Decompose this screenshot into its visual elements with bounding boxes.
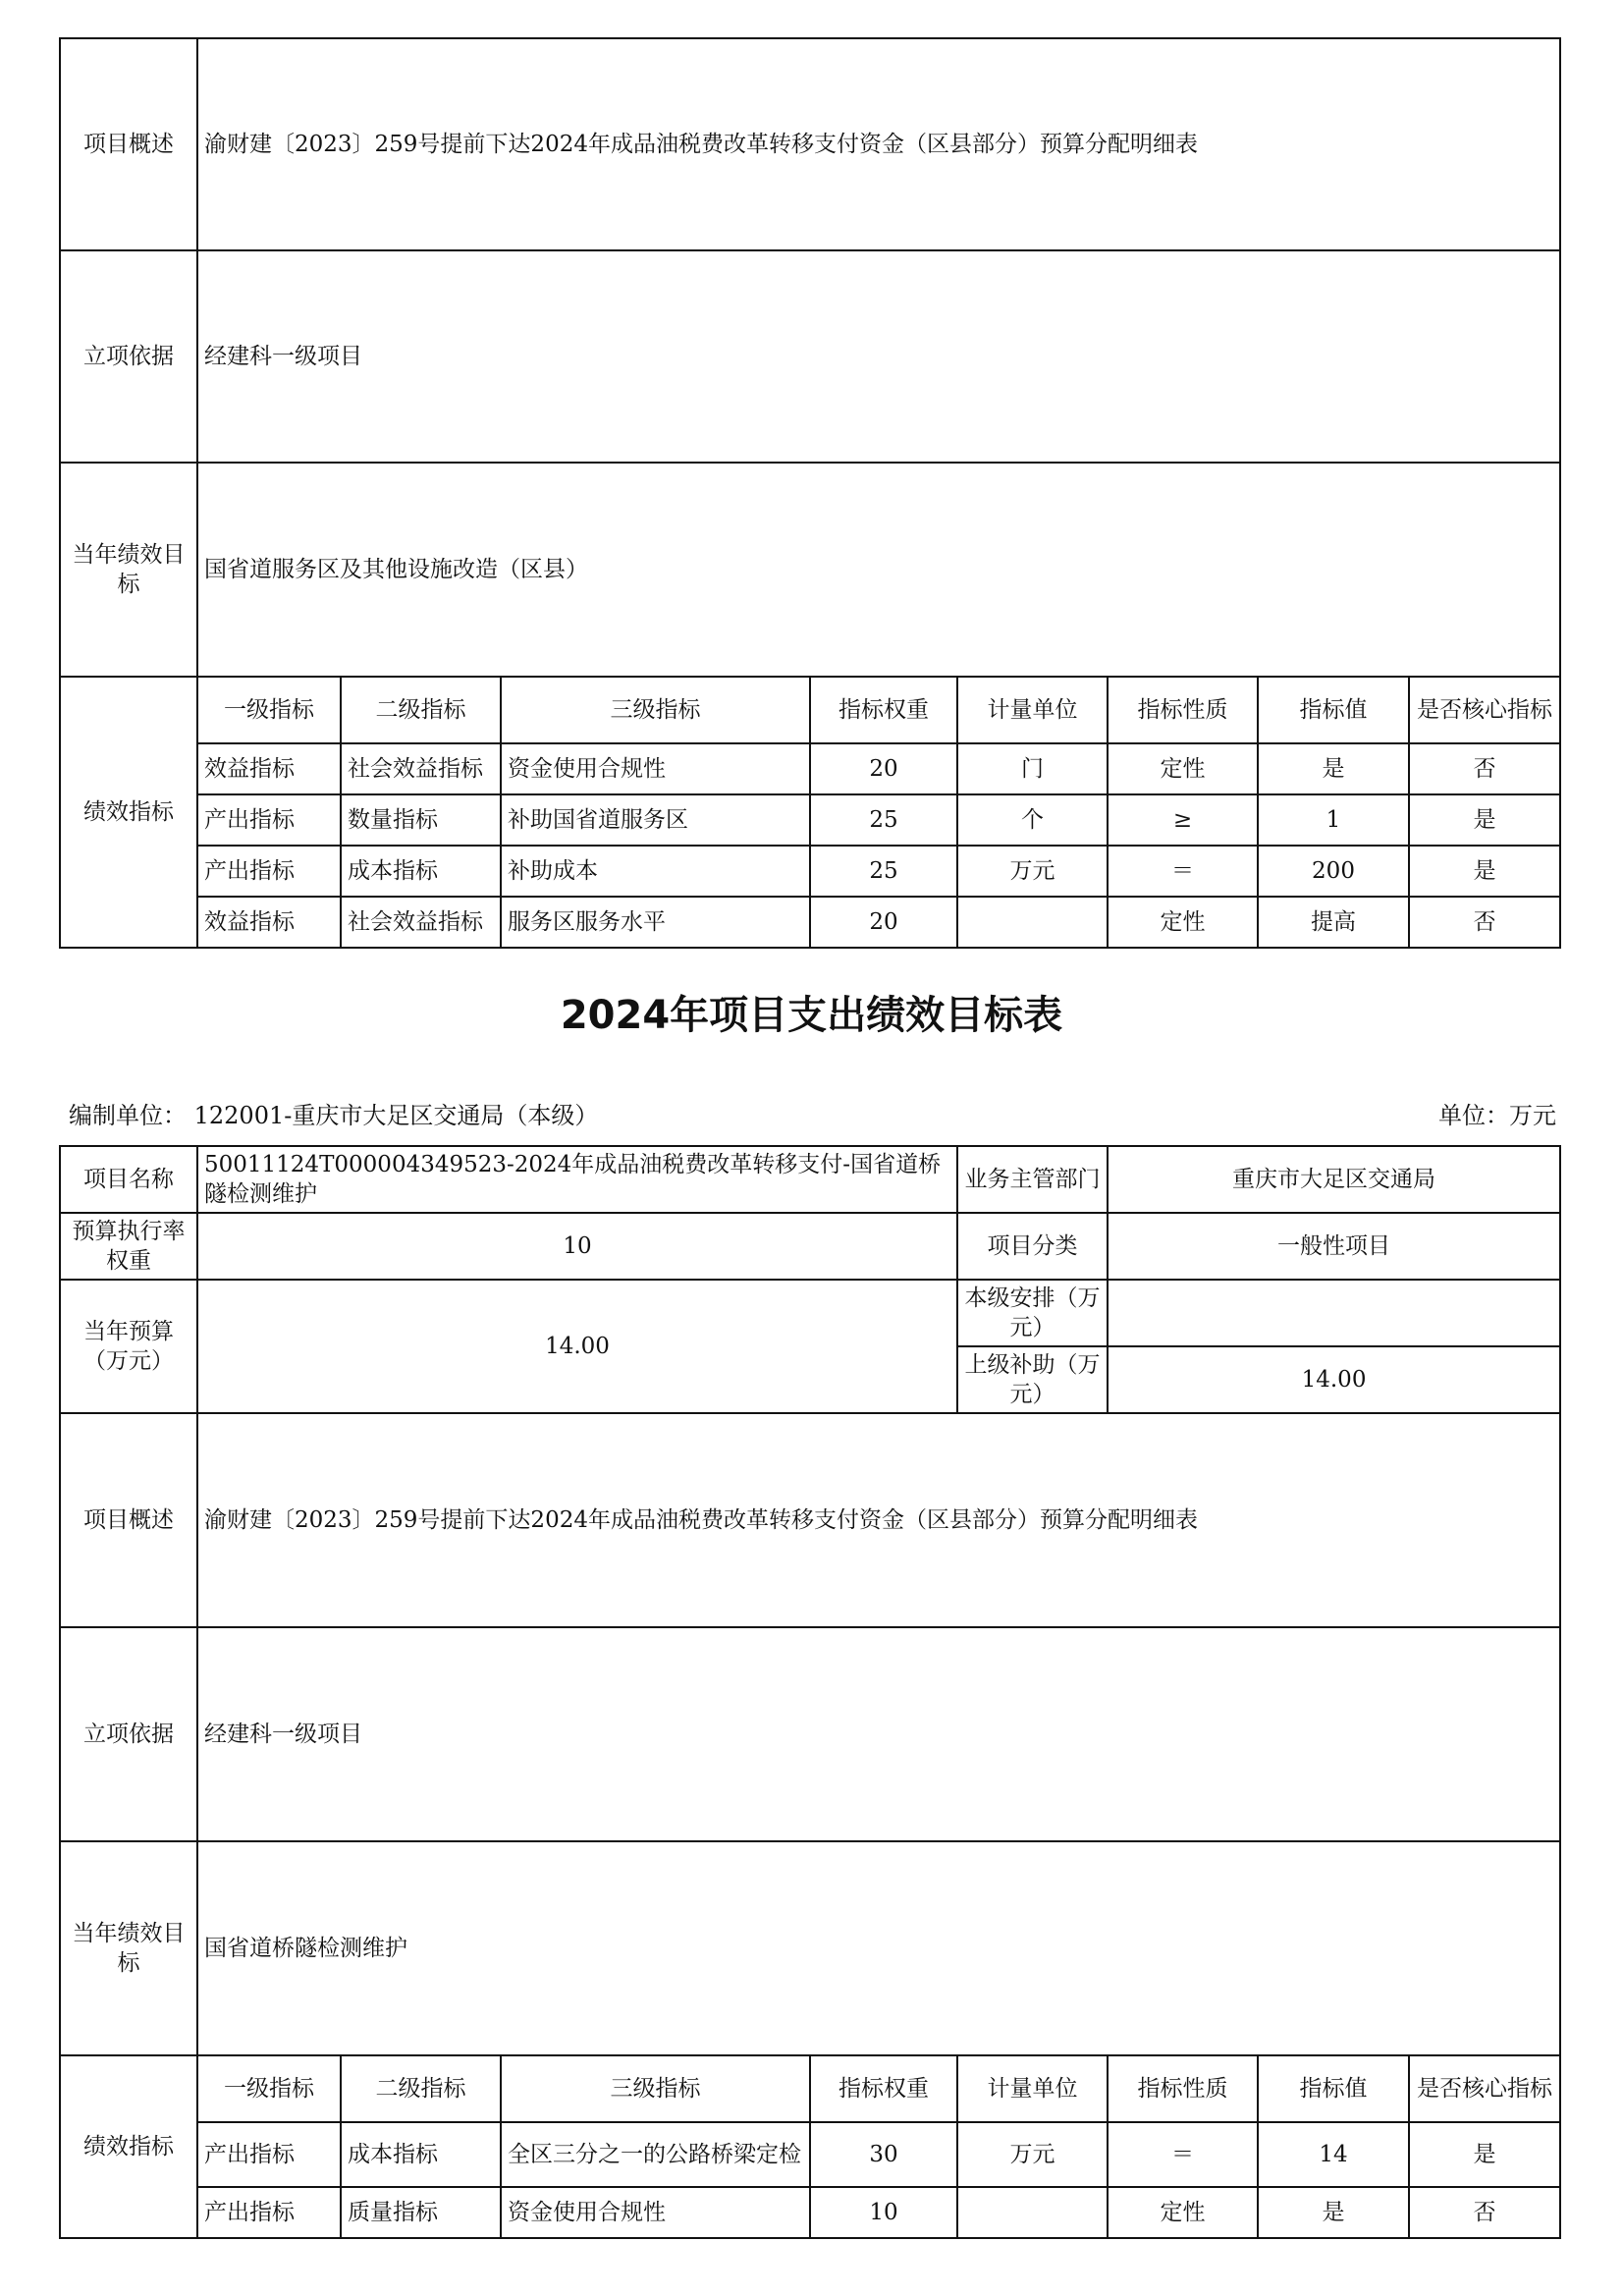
local-label: 本级安排（万元）	[957, 1280, 1108, 1346]
table-cell: 是	[1409, 846, 1560, 897]
table-cell: 万元	[957, 846, 1108, 897]
table-cell	[957, 2187, 1108, 2238]
local-value	[1108, 1280, 1560, 1346]
header-cell: 计量单位	[957, 2055, 1108, 2122]
annual-goal-label: 当年绩效目标	[60, 1841, 197, 2055]
header-cell: 计量单位	[957, 677, 1108, 743]
table-cell: 是	[1258, 2187, 1409, 2238]
table-cell: 产出指标	[197, 2122, 341, 2187]
annual-goal-value: 国省道服务区及其他设施改造（区县）	[197, 463, 1560, 677]
table-cell: 补助国省道服务区	[501, 794, 810, 846]
table-row	[60, 897, 1560, 948]
basis-value: 经建科一级项目	[197, 250, 1560, 463]
table-cell: 服务区服务水平	[501, 897, 810, 948]
header-cell: 一级指标	[197, 2055, 341, 2122]
basis-value: 经建科一级项目	[197, 1627, 1560, 1841]
table-cell: 200	[1258, 846, 1409, 897]
table-cell: 效益指标	[197, 897, 341, 948]
table-cell: 产出指标	[197, 794, 341, 846]
basis-label: 立项依据	[60, 250, 197, 463]
perf-label: 绩效指标	[60, 677, 197, 948]
table-cell: 资金使用合规性	[501, 2187, 810, 2238]
header-cell: 三级指标	[501, 677, 810, 743]
header-cell: 一级指标	[197, 677, 341, 743]
header-cell: 指标权重	[810, 677, 957, 743]
table-cell: 否	[1409, 897, 1560, 948]
table-cell: 万元	[957, 2122, 1108, 2187]
exec-rate-value: 10	[197, 1213, 957, 1280]
table-cell: 定性	[1108, 743, 1258, 794]
budget-value: 14.00	[197, 1280, 957, 1413]
compiling-unit: 编制单位： 122001-重庆市大足区交通局（本级）	[69, 1102, 599, 1129]
table-cell: 个	[957, 794, 1108, 846]
superior-label: 上级补助（万元）	[957, 1346, 1108, 1413]
table-cell: 产出指标	[197, 2187, 341, 2238]
table-cell: 质量指标	[341, 2187, 501, 2238]
header-cell: 三级指标	[501, 2055, 810, 2122]
table-cell: 是	[1258, 743, 1409, 794]
header-cell: 指标值	[1258, 2055, 1409, 2122]
table-cell: 提高	[1258, 897, 1409, 948]
dept-label: 业务主管部门	[957, 1146, 1108, 1213]
table-cell: 否	[1409, 2187, 1560, 2238]
category-label: 项目分类	[957, 1213, 1108, 1280]
table-cell: 社会效益指标	[341, 743, 501, 794]
header-cell: 是否核心指标	[1409, 2055, 1560, 2122]
superior-value: 14.00	[1108, 1346, 1560, 1413]
table-cell: ＝	[1108, 846, 1258, 897]
table-cell: ＝	[1108, 2122, 1258, 2187]
table-cell: 25	[810, 794, 957, 846]
table-cell: 成本指标	[341, 846, 501, 897]
exec-rate-label: 预算执行率权重	[60, 1213, 197, 1280]
table-cell: 效益指标	[197, 743, 341, 794]
table-row	[60, 794, 1560, 846]
table-row	[60, 743, 1560, 794]
perf-label: 绩效指标	[60, 2055, 197, 2238]
table-cell: 20	[810, 743, 957, 794]
budget-label: 当年预算（万元）	[60, 1280, 197, 1413]
overview-label: 项目概述	[60, 1413, 197, 1627]
table-cell: 定性	[1108, 897, 1258, 948]
table-row	[60, 846, 1560, 897]
overview-label: 项目概述	[60, 38, 197, 250]
overview-value: 渝财建〔2023〕259号提前下达2024年成品油税费改革转移支付资金（区县部分）预算分配明细表	[197, 38, 1560, 250]
table-cell: 25	[810, 846, 957, 897]
header-cell: 二级指标	[341, 2055, 501, 2122]
table-cell: 社会效益指标	[341, 897, 501, 948]
table-cell: 补助成本	[501, 846, 810, 897]
header-cell: 指标值	[1258, 677, 1409, 743]
table-cell: 是	[1409, 794, 1560, 846]
header-cell: 二级指标	[341, 677, 501, 743]
table-cell: 14	[1258, 2122, 1409, 2187]
annual-goal-value: 国省道桥隧检测维护	[197, 1841, 1560, 2055]
table-cell	[957, 897, 1108, 948]
table-cell: 成本指标	[341, 2122, 501, 2187]
table-cell: 20	[810, 897, 957, 948]
overview-value: 渝财建〔2023〕259号提前下达2024年成品油税费改革转移支付资金（区县部分）预算分配明细表	[197, 1413, 1560, 1627]
annual-goal-label: 当年绩效目标	[60, 463, 197, 677]
category-value: 一般性项目	[1108, 1213, 1560, 1280]
table-cell: 产出指标	[197, 846, 341, 897]
page-title: 2024年项目支出绩效目标表	[560, 993, 1063, 1038]
table-row	[60, 2122, 1560, 2187]
table-cell: 资金使用合规性	[501, 743, 810, 794]
header-cell: 指标权重	[810, 2055, 957, 2122]
upper-table	[59, 37, 1561, 949]
table-cell: ≥	[1108, 794, 1258, 846]
table-cell: 全区三分之一的公路桥梁定检	[501, 2122, 810, 2187]
table-cell: 10	[810, 2187, 957, 2238]
dept-value: 重庆市大足区交通局	[1108, 1146, 1560, 1213]
table-cell: 是	[1409, 2122, 1560, 2187]
project-name-label: 项目名称	[60, 1146, 197, 1213]
lower-table	[59, 1145, 1561, 2239]
currency-unit: 单位：万元	[1438, 1102, 1556, 1129]
table-cell: 门	[957, 743, 1108, 794]
table-cell: 30	[810, 2122, 957, 2187]
header-cell: 指标性质	[1108, 2055, 1258, 2122]
project-name-value: 50011124T000004349523-2024年成品油税费改革转移支付-国省道桥隧检测维护	[197, 1146, 957, 1213]
table-cell: 否	[1409, 743, 1560, 794]
table-cell: 定性	[1108, 2187, 1258, 2238]
table-cell: 数量指标	[341, 794, 501, 846]
table-cell: 1	[1258, 794, 1409, 846]
basis-label: 立项依据	[60, 1627, 197, 1841]
header-cell: 是否核心指标	[1409, 677, 1560, 743]
table-row	[60, 2187, 1560, 2238]
header-cell: 指标性质	[1108, 677, 1258, 743]
